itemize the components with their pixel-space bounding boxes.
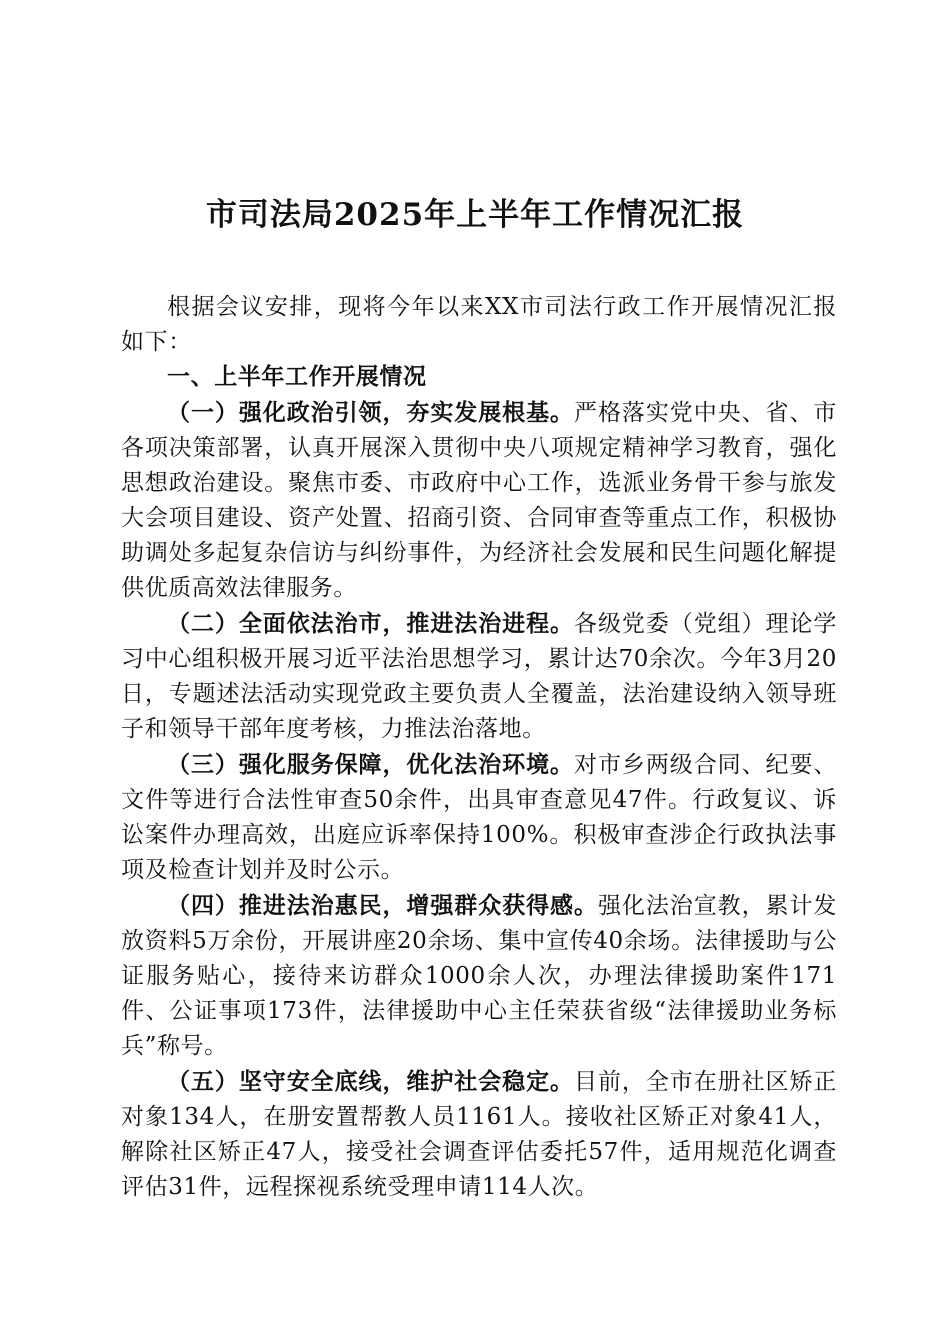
document-body	[121, 290, 837, 1205]
section-heading: 一、上半年工作开展情况	[167, 364, 427, 390]
item-paragraph-4	[121, 888, 837, 1064]
item-paragraph-3	[121, 747, 837, 888]
intro-paragraph: 根据会议安排，现将今年以来XX市司法行政工作开展情况汇报如下：	[121, 294, 837, 355]
item-paragraph-1	[121, 395, 837, 606]
item-text-3: 对市乡两级合同、纪要、文件等进行合法性审查50余件，出具审查意见47件。行政复议、诉讼案件办理高效，出庭应诉率保持100%。积极审查涉企行政执法事项及检查计划并及时公示。	[121, 752, 838, 883]
item-lead-3: （三）强化服务保障，优化法治环境。	[167, 751, 574, 778]
item-text-2: 各级党委（党组）理论学习中心组积极开展习近平法治思想学习，累计达70余次。今年3月20日，专题述法活动实现党政主要负责人全覆盖，法治建设纳入领导班子和领导干部年度考核，力推法治落地。	[121, 611, 838, 742]
item-paragraph-5	[121, 1064, 837, 1205]
item-text-1: 严格落实党中央、省、市各项决策部署，认真开展深入贯彻中央八项规定精神学习教育，强化思想政治建设。聚焦市委、市政府中心工作，选派业务骨干参与旅发大会项目建设、资产处置、招商引资、合同审查等重点工作，积极协助调处多起复杂信访与纠纷事件，为经济社会发展和民生问题化解提供优质高效法律服务。	[121, 400, 838, 601]
item-lead-1: （一）强化政治引领，夯实发展根基。	[167, 399, 574, 426]
item-lead-5: （五）坚守安全底线，维护社会稳定。	[167, 1068, 574, 1095]
item-paragraph-2	[121, 606, 837, 747]
document-title: 市司法局2025年上半年工作情况汇报	[205, 196, 745, 233]
item-lead-2: （二）全面依法治市，推进法治进程。	[167, 610, 574, 637]
item-text-4: 强化法治宣教，累计发放资料5万余份，开展讲座20余场、集中宣传40余场。法律援助与公证服务贴心，接待来访群众1000余人次，办理法律援助案件171件、公证事项173件，法律援助中心主任荣获省级“法律援助业务标兵”称号。	[121, 893, 838, 1059]
item-lead-4: （四）推进法治惠民，增强群众获得感。	[167, 892, 598, 919]
item-text-5: 目前，全市在册社区矫正对象134人，在册安置帮教人员1161人。接收社区矫正对象41人，解除社区矫正47人，接受社会调查评估委托57件，适用规范化调查评估31件，远程探视系统受理申请114人次。	[121, 1069, 838, 1200]
